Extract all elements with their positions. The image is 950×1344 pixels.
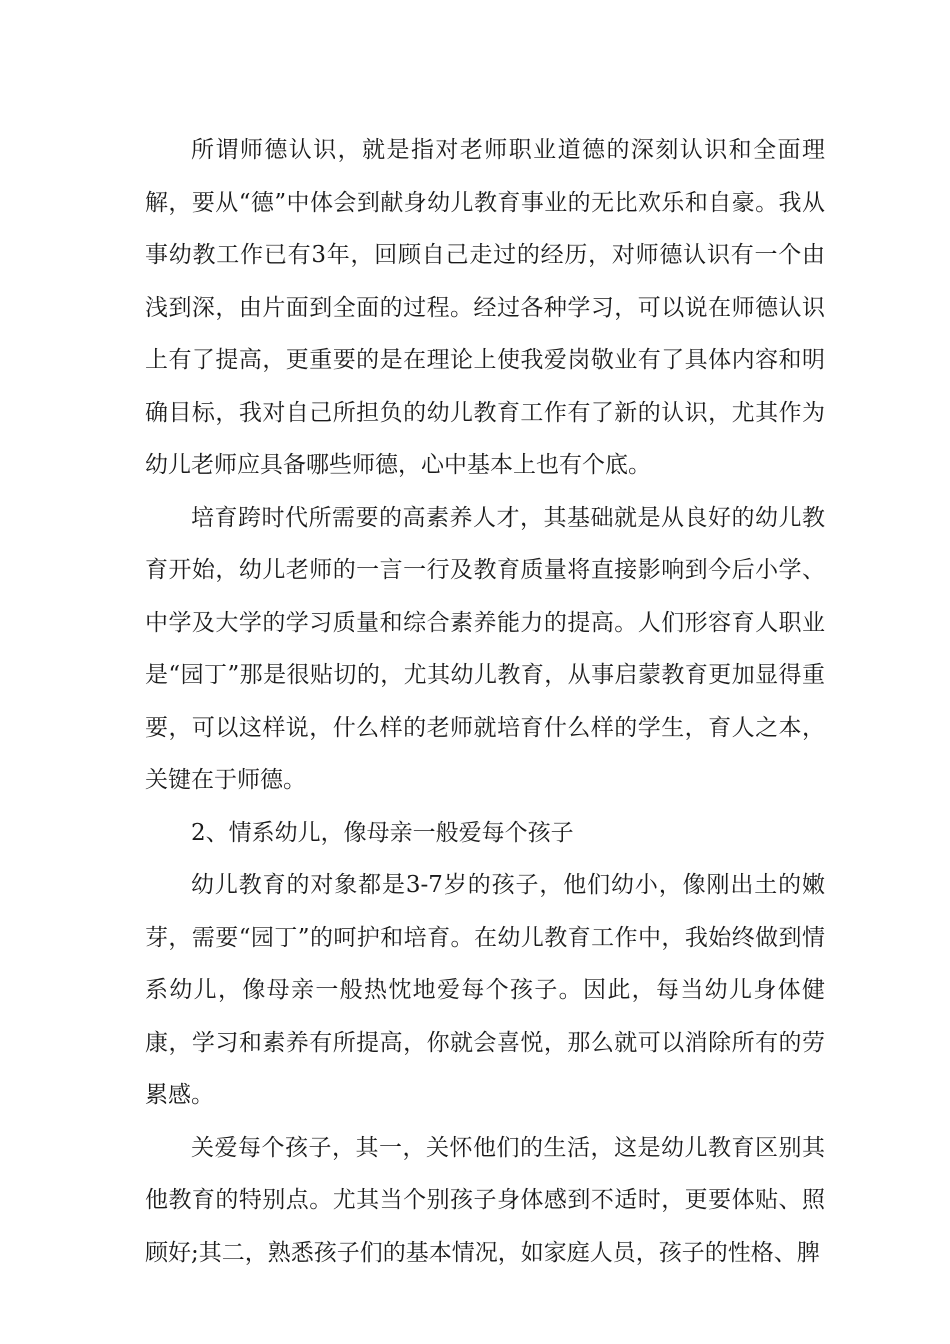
paragraph-preschool-children: 幼儿教育的对象都是3-7岁的孩子，他们幼小，像刚出土的嫩芽，需要“园丁”的呵护和培育。在幼儿教育工作中，我始终做到情系幼儿，像母亲一般热忱地爱每个孩子。因此，每当幼儿身体健康，学习和素养有所提高，你就会喜悦，那么就可以消除所有的劳累感。 — [145, 872, 825, 1108]
paragraph-caring-for-children: 关爱每个孩子，其一，关怀他们的生活，这是幼儿教育区别其他教育的特别点。尤其当个别孩子身体感到不适时，更要体贴、照顾好;其二，熟悉孩子们的基本情况，如家庭人员，孩子的性格、脾 — [145, 1134, 825, 1266]
paragraph-cultivating-talent: 培育跨时代所需要的高素养人才，其基础就是从良好的幼儿教育开始，幼儿老师的一言一行及教育质量将直接影响到今后小学、中学及大学的学习质量和综合素养能力的提高。人们形容育人职业是“园丁”那是很贴切的，尤其幼儿教育，从事启蒙教育更加显得重要，可以这样说，什么样的老师就培育什么样的学生，育人之本，关键在于师德。 — [145, 504, 825, 793]
section-heading: 2、情系幼儿，像母亲一般爱每个孩子 — [191, 819, 574, 846]
paragraph-teacher-ethics-awareness: 所谓师德认识，就是指对老师职业道德的深刻认识和全面理解，要从“德”中体会到献身幼儿教育事业的无比欢乐和自豪。我从事幼教工作已有3年，回顾自己走过的经历，对师德认识有一个由浅到深，由片面到全面的过程。经过各种学习，可以说在师德认识上有了提高，更重要的是在理论上使我爱岗敬业有了具体内容和明确目标，我对自己所担负的幼儿教育工作有了新的认识，尤其作为幼儿老师应具备哪些师德，心中基本上也有个底。 — [145, 137, 825, 478]
document-body — [145, 124, 825, 1279]
